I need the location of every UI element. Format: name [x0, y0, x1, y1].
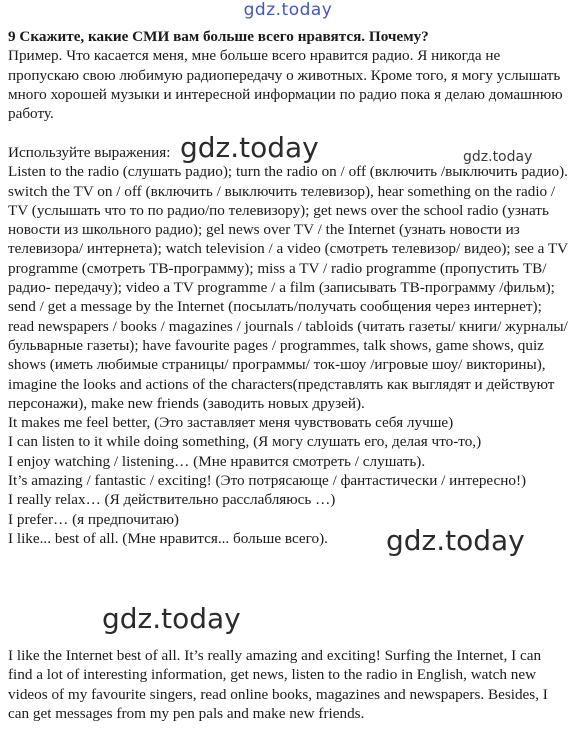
expressions-block: [8, 143, 568, 548]
phrase-line: I prefer… (я предпочитаю): [8, 510, 179, 528]
watermark-logo: gdz.today: [386, 524, 525, 557]
answer-text: I like the Internet best of all. It’s really amazing and exciting! Surfing the Internet, I can find a lot of interesting information, get news, listen to the radio in English, watch new videos of my favourite singers, read online books, magazines and newspapers. Besides, I can get messages from my pen pals and make new friends.: [8, 647, 548, 722]
watermark-logo: gdz.today: [180, 131, 319, 164]
watermark-logo: gdz.today: [102, 602, 241, 635]
phrase-line: I like... best of all. (Мне нравится... больше всего).: [8, 529, 328, 547]
expressions-text: Listen to the radio (слушать радио); turn the radio on / off (включить /выключить радио). switch the TV on / off (включить / выключить телевизор), hear something on the radio / TV (услышать что то по радио/по телевизору); get news over the school radio (узнать новости из школьного радио); gel news over TV / the Internet (узнать новости из телевизора/ интернета); watch television / a video (смотреть телевизор/ видео); see a TV programme (смотреть ТВ-программу); miss a TV / radio programme (пропустить ТВ/радио- передачу); video a TV programme / a film (записывать ТВ-программу /фильм); send / get a message by the Internet (посылать/получать сообщения через интернет); read newspapers / books / magazines / journals / tabloids (читать газеты/ книги/ журналы/ бульварные газеты); have favourite pages / programmes, talk shows, game shows, quiz shows (иметь любимые страницы/ программы/ ток-шоу /игровые шоу/ викторины), imagine the looks and actions of the characters(представлять как выглядят и действуют персонажи), make new friends (заводить новых друзей).: [8, 163, 568, 412]
exercise-block: [8, 27, 568, 123]
watermark-top: gdz.today: [243, 0, 333, 20]
expressions-intro: Используйте выражения:: [8, 144, 171, 161]
example-text: Пример. Что касается меня, мне больше всего нравится радио. Я никогда не пропускаю свою любимую радиопередачу о животных. Кроме того, я могу услышать много хорошей музыки и интересной информации по радио пока я делаю домашнюю работу.: [8, 47, 563, 123]
watermark-small: gdz.today: [463, 149, 533, 165]
exercise-title: 9 Скажите, какие СМИ вам больше всего нравятся. Почему?: [8, 28, 429, 45]
answer-block: [8, 646, 568, 723]
phrase-line: I enjoy watching / listening… (Мне нравится смотреть / слушать).: [8, 452, 426, 470]
phrase-line: It’s amazing / fantastic / exciting! (Это потрясающе / фантастически / интересно!): [8, 472, 527, 490]
phrase-line: I really relax… (Я действительно расслабляюсь …): [8, 491, 336, 509]
phrase-line: It makes me feel better, (Это заставляет меня чувствовать себя лучше): [8, 414, 454, 432]
phrase-line: I can listen to it while doing something, (Я могу слушать его, делая что-то,): [8, 433, 482, 451]
